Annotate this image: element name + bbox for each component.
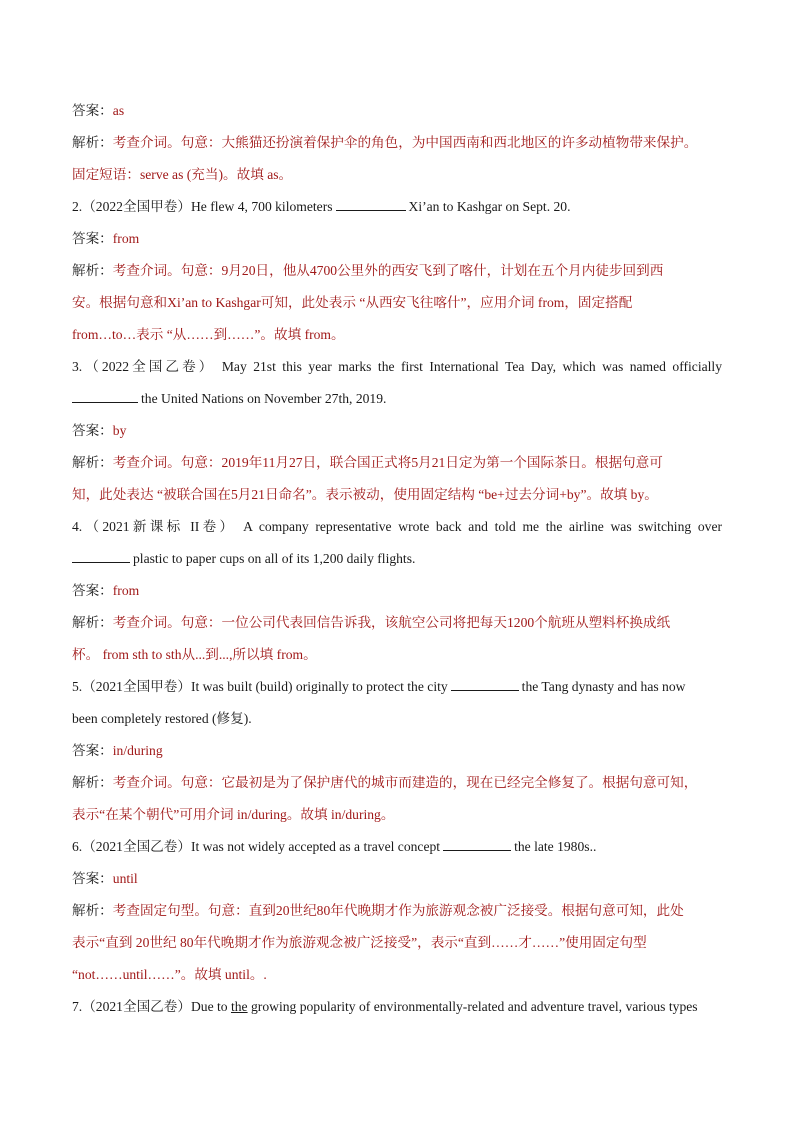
- answer-blank: [336, 197, 406, 211]
- question-line: [72, 197, 722, 217]
- answer-line: [72, 229, 722, 249]
- answer-text: in/during: [112, 743, 163, 758]
- analysis-line: 固定短语：serve as (充当)。故填 as。: [72, 167, 293, 182]
- question-line: [72, 677, 722, 697]
- analysis-line: 表示“直到 20世纪 80年代晚期才作为旅游观念被广泛接受”，表示“直到……才……”使用固定句型: [72, 935, 647, 950]
- analysis-line: [72, 261, 722, 281]
- question-source: （2022全国甲卷）: [82, 199, 191, 214]
- analysis-label: 解析：: [72, 455, 113, 470]
- question-number: 4.: [72, 519, 83, 534]
- question-source: （2022全国乙卷）: [82, 359, 216, 374]
- answer-label: 答案：: [72, 583, 113, 598]
- question-text: the Tang dynasty and has now: [521, 679, 686, 694]
- underlined-word: the: [230, 999, 248, 1014]
- analysis-line: [72, 613, 722, 633]
- question-text: It was not widely accepted as a travel concept: [190, 839, 441, 854]
- answer-text: from: [112, 583, 140, 598]
- question-text: growing popularity of environmentally-related and adventure travel, various types: [251, 999, 698, 1014]
- question-line: [72, 389, 722, 409]
- analysis-label: 解析：: [72, 775, 113, 790]
- analysis-text: 考查介词。句意：2019年11月27日，联合国正式将5月21日定为第一个国际茶日。根据句意可: [112, 455, 663, 470]
- analysis-label: 解析：: [72, 903, 113, 918]
- question-text: A company representative wrote back and told me the airline was switching over: [243, 519, 723, 534]
- question-line: [72, 517, 722, 537]
- analysis-text: 考查介词。句意：大熊猫还扮演着保护伞的角色，为中国西南和西北地区的许多动植物带来保护。: [112, 135, 698, 150]
- question-source: （2021全国甲卷）: [82, 679, 191, 694]
- answer-label: 答案：: [72, 423, 113, 438]
- analysis-text: 考查介词。句意：9月20日，他从4700公里外的西安飞到了喀什，计划在五个月内徒步回到西: [112, 263, 664, 278]
- question-number: 3.: [72, 359, 83, 374]
- answer-text: by: [112, 423, 127, 438]
- answer-line: [72, 741, 722, 761]
- question-number: 2.: [72, 199, 83, 214]
- analysis-label: 解析：: [72, 615, 113, 630]
- analysis-text: 考查固定句型。句意：直到20世纪80年代晚期才作为旅游观念被广泛接受。根据句意可知，此处: [112, 903, 684, 918]
- answer-blank: [72, 549, 130, 563]
- question-text: plastic to paper cups on all of its 1,200 daily flights.: [133, 551, 416, 566]
- answer-text: as: [112, 103, 125, 118]
- answer-blank: [451, 677, 519, 691]
- answer-label: 答案：: [72, 743, 113, 758]
- answer-line: [72, 869, 722, 889]
- answer-text: from: [112, 231, 140, 246]
- question-line: [72, 997, 722, 1017]
- answer-blank: [443, 837, 511, 851]
- analysis-text: 考查介词。句意：它最初是为了保护唐代的城市而建造的，现在已经完全修复了。根据句意可知，: [112, 775, 698, 790]
- analysis-line: from…to…表示 “从……到……”。故填 from。: [72, 327, 345, 342]
- answer-text: until: [112, 871, 138, 886]
- answer-label: 答案：: [72, 871, 113, 886]
- question-source: （2021全国乙卷）: [82, 839, 191, 854]
- question-line: [72, 357, 722, 377]
- question-text: the late 1980s..: [514, 839, 597, 854]
- question-text: He flew 4, 700 kilometers: [190, 199, 333, 214]
- analysis-line: 杯。 from sth to sth从...到...,所以填 from。: [72, 647, 317, 662]
- answer-blank: [72, 389, 138, 403]
- question-text: May 21st this year marks the first International Tea Day, which was named officially: [221, 359, 722, 374]
- analysis-label: 解析：: [72, 135, 113, 150]
- analysis-line: [72, 901, 722, 921]
- analysis-line: [72, 133, 722, 153]
- question-line: [72, 837, 722, 857]
- answer-label: 答案：: [72, 103, 113, 118]
- analysis-line: [72, 453, 722, 473]
- answer-line: [72, 101, 722, 121]
- question-source: （2021新课标 II卷）: [82, 519, 237, 534]
- analysis-label: 解析：: [72, 263, 113, 278]
- analysis-line: 安。根据句意和Xi’an to Kashgar可知，此处表示 “从西安飞往喀什”，应用介词 from，固定搭配: [72, 295, 633, 310]
- analysis-line: 知，此处表达 “被联合国在5月21日命名”。表示被动，使用固定结构 “be+过去分词+by”。故填 by。: [72, 487, 658, 502]
- analysis-text: 考查介词。句意：一位公司代表回信告诉我，该航空公司将把每天1200个航班从塑料杯换成纸: [112, 615, 671, 630]
- question-text: It was built (build) originally to protect the city: [190, 679, 448, 694]
- analysis-line: “not……until……”。故填 until。.: [72, 967, 267, 982]
- answer-line: [72, 581, 722, 601]
- question-text: Due to: [190, 999, 228, 1014]
- question-source: （2021全国乙卷）: [82, 999, 191, 1014]
- analysis-line: [72, 773, 722, 793]
- question-number: 5.: [72, 679, 83, 694]
- analysis-line: 表示“在某个朝代”可用介词 in/during。故填 in/during。: [72, 807, 395, 822]
- question-line: [72, 549, 722, 569]
- answer-line: [72, 421, 722, 441]
- question-line: been completely restored (修复).: [72, 711, 252, 726]
- question-number: 6.: [72, 839, 83, 854]
- question-number: 7.: [72, 999, 83, 1014]
- question-text: the United Nations on November 27th, 2019.: [141, 391, 387, 406]
- question-text: Xi’an to Kashgar on Sept. 20.: [408, 199, 571, 214]
- answer-label: 答案：: [72, 231, 113, 246]
